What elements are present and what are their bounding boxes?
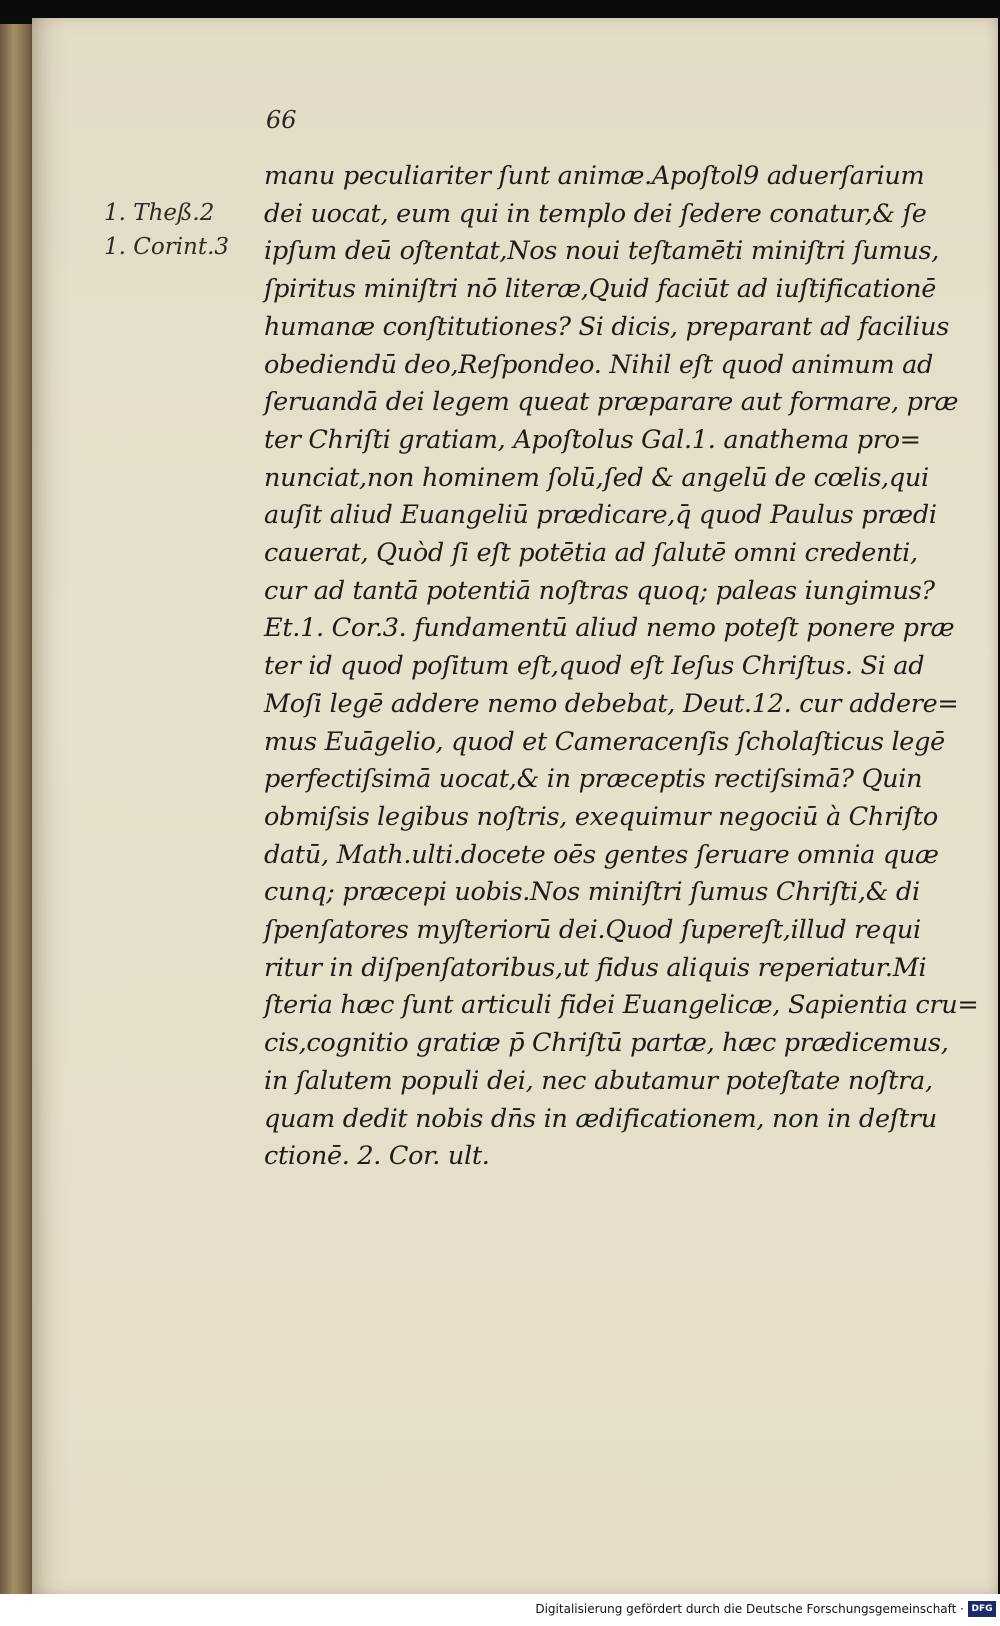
text-line: ſpenſatores myſteriorū dei.Quod ſupereſt,illud requi (264, 915, 921, 946)
margin-note: 1. Corint.3 (104, 234, 230, 260)
text-line: ctionē. 2. Cor. ult. (264, 1141, 490, 1172)
text-line: quam dedit nobis dn̄s in ædificationem, non in deſtru (264, 1103, 937, 1134)
margin-notes (104, 196, 264, 264)
text-line: ipſum deū oſtentat,Nos noui teſtamēti miniſtri ſumus, (264, 236, 940, 267)
text-line: ſeruandā dei legem queat præparare aut formare, præ (264, 387, 959, 418)
page-number: 66 (266, 106, 297, 134)
margin-note: 1. Theß.2 (104, 200, 215, 226)
text-line: cauerat, Quòd ſi eſt potētia ad ſalutē omni credenti, (264, 538, 918, 569)
text-line: datū, Math.ulti.docete oēs gentes ſeruare omnia quæ (264, 839, 939, 870)
text-line: cis,cognitio gratiæ p̄ Chriſtū partæ, hæc prædicemus, (264, 1028, 949, 1059)
text-line: manu peculiariter ſunt animæ.Apoſtol9 aduerſarium (264, 161, 925, 191)
text-line: obmiſsis legibus noſtris, exequimur negociū à Chriſto (264, 801, 938, 832)
text-line: Et.1. Cor.3. fundamentū aliud nemo poteſt ponere præ (264, 613, 955, 644)
book-page (32, 18, 998, 1594)
text-line: nunciat,non hominem ſolū,ſed & angelū de cœlis,qui (264, 462, 929, 493)
text-line: ter id quod poſitum eſt,quod eſt Ieſus Chriſtus. Si ad (264, 651, 925, 682)
text-line: ſpiritus miniſtri nō literæ,Quid faciūt ad iuſtificationē (264, 274, 937, 305)
text-line: ter Chriſti gratiam, Apoſtolus Gal.1. anathema pro= (264, 424, 921, 455)
text-line: in ſalutem populi dei, nec abutamur poteſtate noſtra, (264, 1065, 933, 1096)
text-line: perfectiſsimā uocat,& in præceptis rectiſsimā? Quin (264, 764, 923, 795)
text-line: auſit aliud Euangeliū prædicare,q̄ quod Paulus prædi (264, 500, 937, 531)
text-line: ritur in diſpenſatoribus,ut fidus aliquis reperiatur.Mi (264, 952, 927, 983)
text-line: ſteria hæc ſunt articuli fidei Euangelicæ, Sapientia cru= (264, 990, 979, 1021)
text-line: obediendū deo,Reſpondeo. Nihil eſt quod animum ad (264, 349, 934, 380)
text-line: mus Euāgelio, quod et Cameracenſis ſcholaſticus legē (264, 726, 945, 757)
text-line: humanæ conſtitutiones? Si dicis, preparant ad facilius (264, 311, 950, 342)
dfg-logo: DFG (968, 1601, 996, 1617)
funding-credit: Digitalisierung gefördert durch die Deutsche Forschungsgemeinschaft · (535, 1602, 964, 1616)
text-line: cur ad tantā potentiā noſtras quoq; paleas iungimus? (264, 575, 935, 606)
text-line: cunq; præcepi uobis.Nos miniſtri ſumus Chriſti,& di (264, 877, 920, 908)
text-line: dei uocat, eum qui in templo dei ſedere conatur,& ſe (264, 198, 927, 229)
text-line: Moſi legē addere nemo debebat, Deut.12. cur addere= (264, 688, 959, 719)
footer-bar (0, 1594, 1000, 1626)
body-text (264, 158, 984, 1176)
